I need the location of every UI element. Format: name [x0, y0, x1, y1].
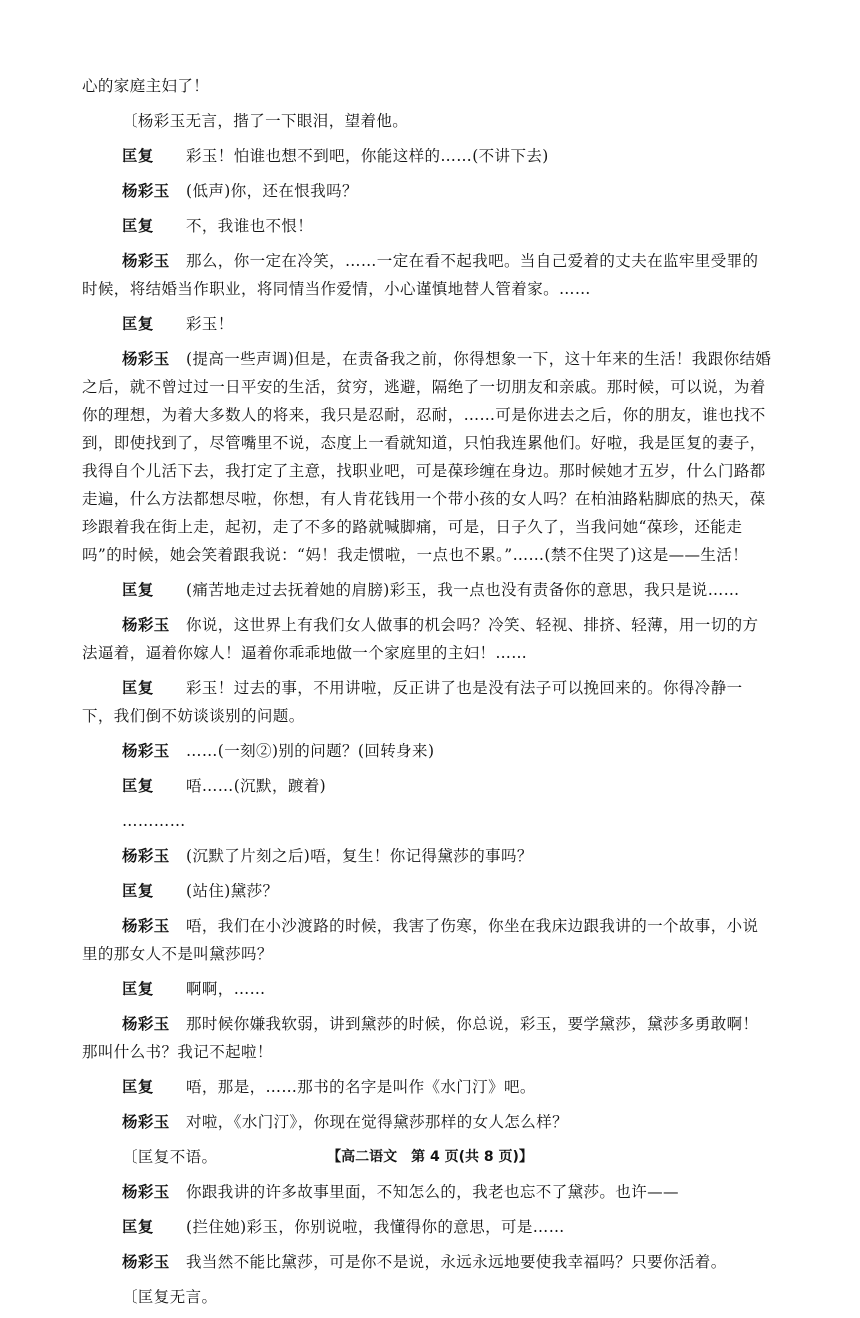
dialogue-text: 唔，那是，……那书的名字是叫作《水门汀》吧。: [186, 1078, 536, 1096]
dialogue-line: [82, 772, 772, 800]
dialogue-paragraph: [82, 1010, 772, 1066]
speaker-name: 杨彩玉: [122, 1252, 170, 1271]
dialogue-line: [82, 1073, 772, 1101]
dialogue-paragraph: [82, 576, 772, 604]
speaker-name: 杨彩玉: [122, 1014, 170, 1033]
dialogue-text: ……(一刻②)别的问题？(回转身来): [186, 742, 435, 760]
speaker-name: 杨彩玉: [122, 349, 170, 368]
dialogue-text: 那时候你嫌我软弱，讲到黛莎的时候，你总说，彩玉，要学黛莎，黛莎多勇敢啊！那叫什么书？我记不起啦！: [82, 1015, 759, 1061]
dialogue-text: 你说，这世界上有我们女人做事的机会吗？冷笑、轻视、排挤、轻薄，用一切的方法逼着，逼着你嫁人！逼着你乖乖地做一个家庭里的主妇！……: [82, 616, 759, 662]
stage-direction: …………: [122, 812, 186, 830]
speaker-name: 匡复: [122, 776, 154, 795]
dialogue-text: (提高一些声调)但是，在责备我之前，你得想象一下，这十年来的生活！我跟你结婚之后，就不曾过过一日平安的生活，贫穷，逃避，隔绝了一切朋友和亲戚。那时候，可以说，为着你的理想，为着大多数人的将来，我只是忍耐，忍耐，……可是你进去之后，你的朋友，谁也找不到，即使找到了，尽管嘴里不说，态度上一看就知道，只怕我连累他们。好啦，我是匡复的妻子，我得自个儿活下去，我打定了主意，找职业吧，可是葆珍缠在身边。那时候她才五岁，什么门路都走遍，什么方法都想尽啦，你想，有人肯花钱用一个带小孩的女人吗？在柏油路粘脚底的热天，葆珍跟着我在街上走，起初，走了不多的路就喊脚痛，可是，日子久了，当我问她“葆珍，还能走吗”的时候，她会笑着跟我说：“妈！我走惯啦，一点也不累。”……(禁不住哭了)这是——生活！: [82, 350, 772, 564]
dialogue-line: [82, 177, 772, 205]
dialogue-text: (低声)你，还在恨我吗？: [186, 182, 358, 200]
speaker-name: 杨彩玉: [122, 1182, 170, 1201]
speaker-name: 杨彩玉: [122, 615, 170, 634]
speaker-name: 匡复: [122, 314, 154, 333]
dialogue-text: (站住)黛莎？: [186, 882, 279, 900]
dialogue-line: [82, 1178, 772, 1206]
speaker-name: 杨彩玉: [122, 916, 170, 935]
speaker-name: 杨彩玉: [122, 741, 170, 760]
text-line: 心的家庭主妇了！: [82, 77, 210, 95]
speaker-name: 匡复: [122, 678, 154, 697]
speaker-name: 匡复: [122, 216, 154, 235]
dialogue-line: [82, 310, 772, 338]
dialogue-text: 我当然不能比黛莎，可是你不是说，永远永远地要使我幸福吗？只要你活着。: [186, 1253, 727, 1271]
dialogue-text: 那么，你一定在冷笑，……一定在看不起我吧。当自己爱着的丈夫在监牢里受罪的时候，将结婚当作职业，将同情当作爱情，小心谨慎地替人管着家。……: [82, 252, 759, 298]
dialogue-line: [82, 975, 772, 1003]
dialogue-line: [82, 842, 772, 870]
speaker-name: 匡复: [122, 979, 154, 998]
dialogue-text: 彩玉！: [186, 315, 234, 333]
stage-direction: 〔杨彩玉无言，揩了一下眼泪，望着他。: [122, 112, 409, 130]
dialogue-paragraph: [82, 611, 772, 667]
dialogue-paragraph: [82, 674, 772, 730]
dialogue-line: [82, 1108, 772, 1136]
speaker-name: 杨彩玉: [122, 181, 170, 200]
dialogue-line: [82, 142, 772, 170]
dialogue-text: 唔，我们在小沙渡路的时候，我害了伤寒，你坐在我床边跟我讲的一个故事，小说里的那女人不是叫黛莎吗？: [82, 917, 759, 963]
dialogue-text: (拦住她)彩玉，你别说啦，我懂得你的意思，可是……: [186, 1218, 565, 1236]
dialogue-line: [82, 737, 772, 765]
dialogue-paragraph: [82, 912, 772, 968]
speaker-name: 匡复: [122, 580, 154, 599]
dialogue-line: [82, 877, 772, 905]
speaker-name: 杨彩玉: [122, 846, 170, 865]
dialogue-paragraph: [82, 345, 772, 569]
dialogue-text: 彩玉！怕谁也想不到吧，你能这样的……(不讲下去): [186, 147, 549, 165]
dialogue-text: 你跟我讲的许多故事里面，不知怎么的，我老也忘不了黛莎。也许——: [186, 1183, 679, 1201]
stage-direction: 〔匡复无言。: [122, 1288, 218, 1306]
speaker-name: 杨彩玉: [122, 1112, 170, 1131]
script-text: [82, 72, 772, 1318]
dialogue-paragraph: [82, 247, 772, 303]
dialogue-line: [82, 1248, 772, 1276]
dialogue-text: 唔……(沉默，踱着): [186, 777, 327, 795]
dialogue-line: [82, 1213, 772, 1241]
dialogue-text: 彩玉！过去的事，不用讲啦，反正讲了也是没有法子可以挽回来的。你得冷静一下，我们倒不妨谈谈别的问题。: [82, 679, 743, 725]
speaker-name: 匡复: [122, 146, 154, 165]
speaker-name: 匡复: [122, 1217, 154, 1236]
dialogue-text: 啊啊，……: [186, 980, 266, 998]
speaker-name: 匡复: [122, 881, 154, 900]
dialogue-text: 不，我谁也不恨！: [186, 217, 314, 235]
dialogue-text: (痛苦地走过去抚着她的肩膀)彩玉，我一点也没有责备你的意思，我只是说……: [186, 581, 740, 599]
dialogue-line: [82, 212, 772, 240]
page-footer: 【高二语文 第 4 页(共 8 页)】: [327, 1149, 533, 1165]
dialogue-text: (沉默了片刻之后)唔，复生！你记得黛莎的事吗？: [186, 847, 533, 865]
dialogue-text: 对啦，《水门汀》，你现在觉得黛莎那样的女人怎么样？: [186, 1113, 569, 1131]
stage-direction: 〔匡复不语。: [122, 1148, 218, 1166]
speaker-name: 杨彩玉: [122, 251, 170, 270]
speaker-name: 匡复: [122, 1077, 154, 1096]
